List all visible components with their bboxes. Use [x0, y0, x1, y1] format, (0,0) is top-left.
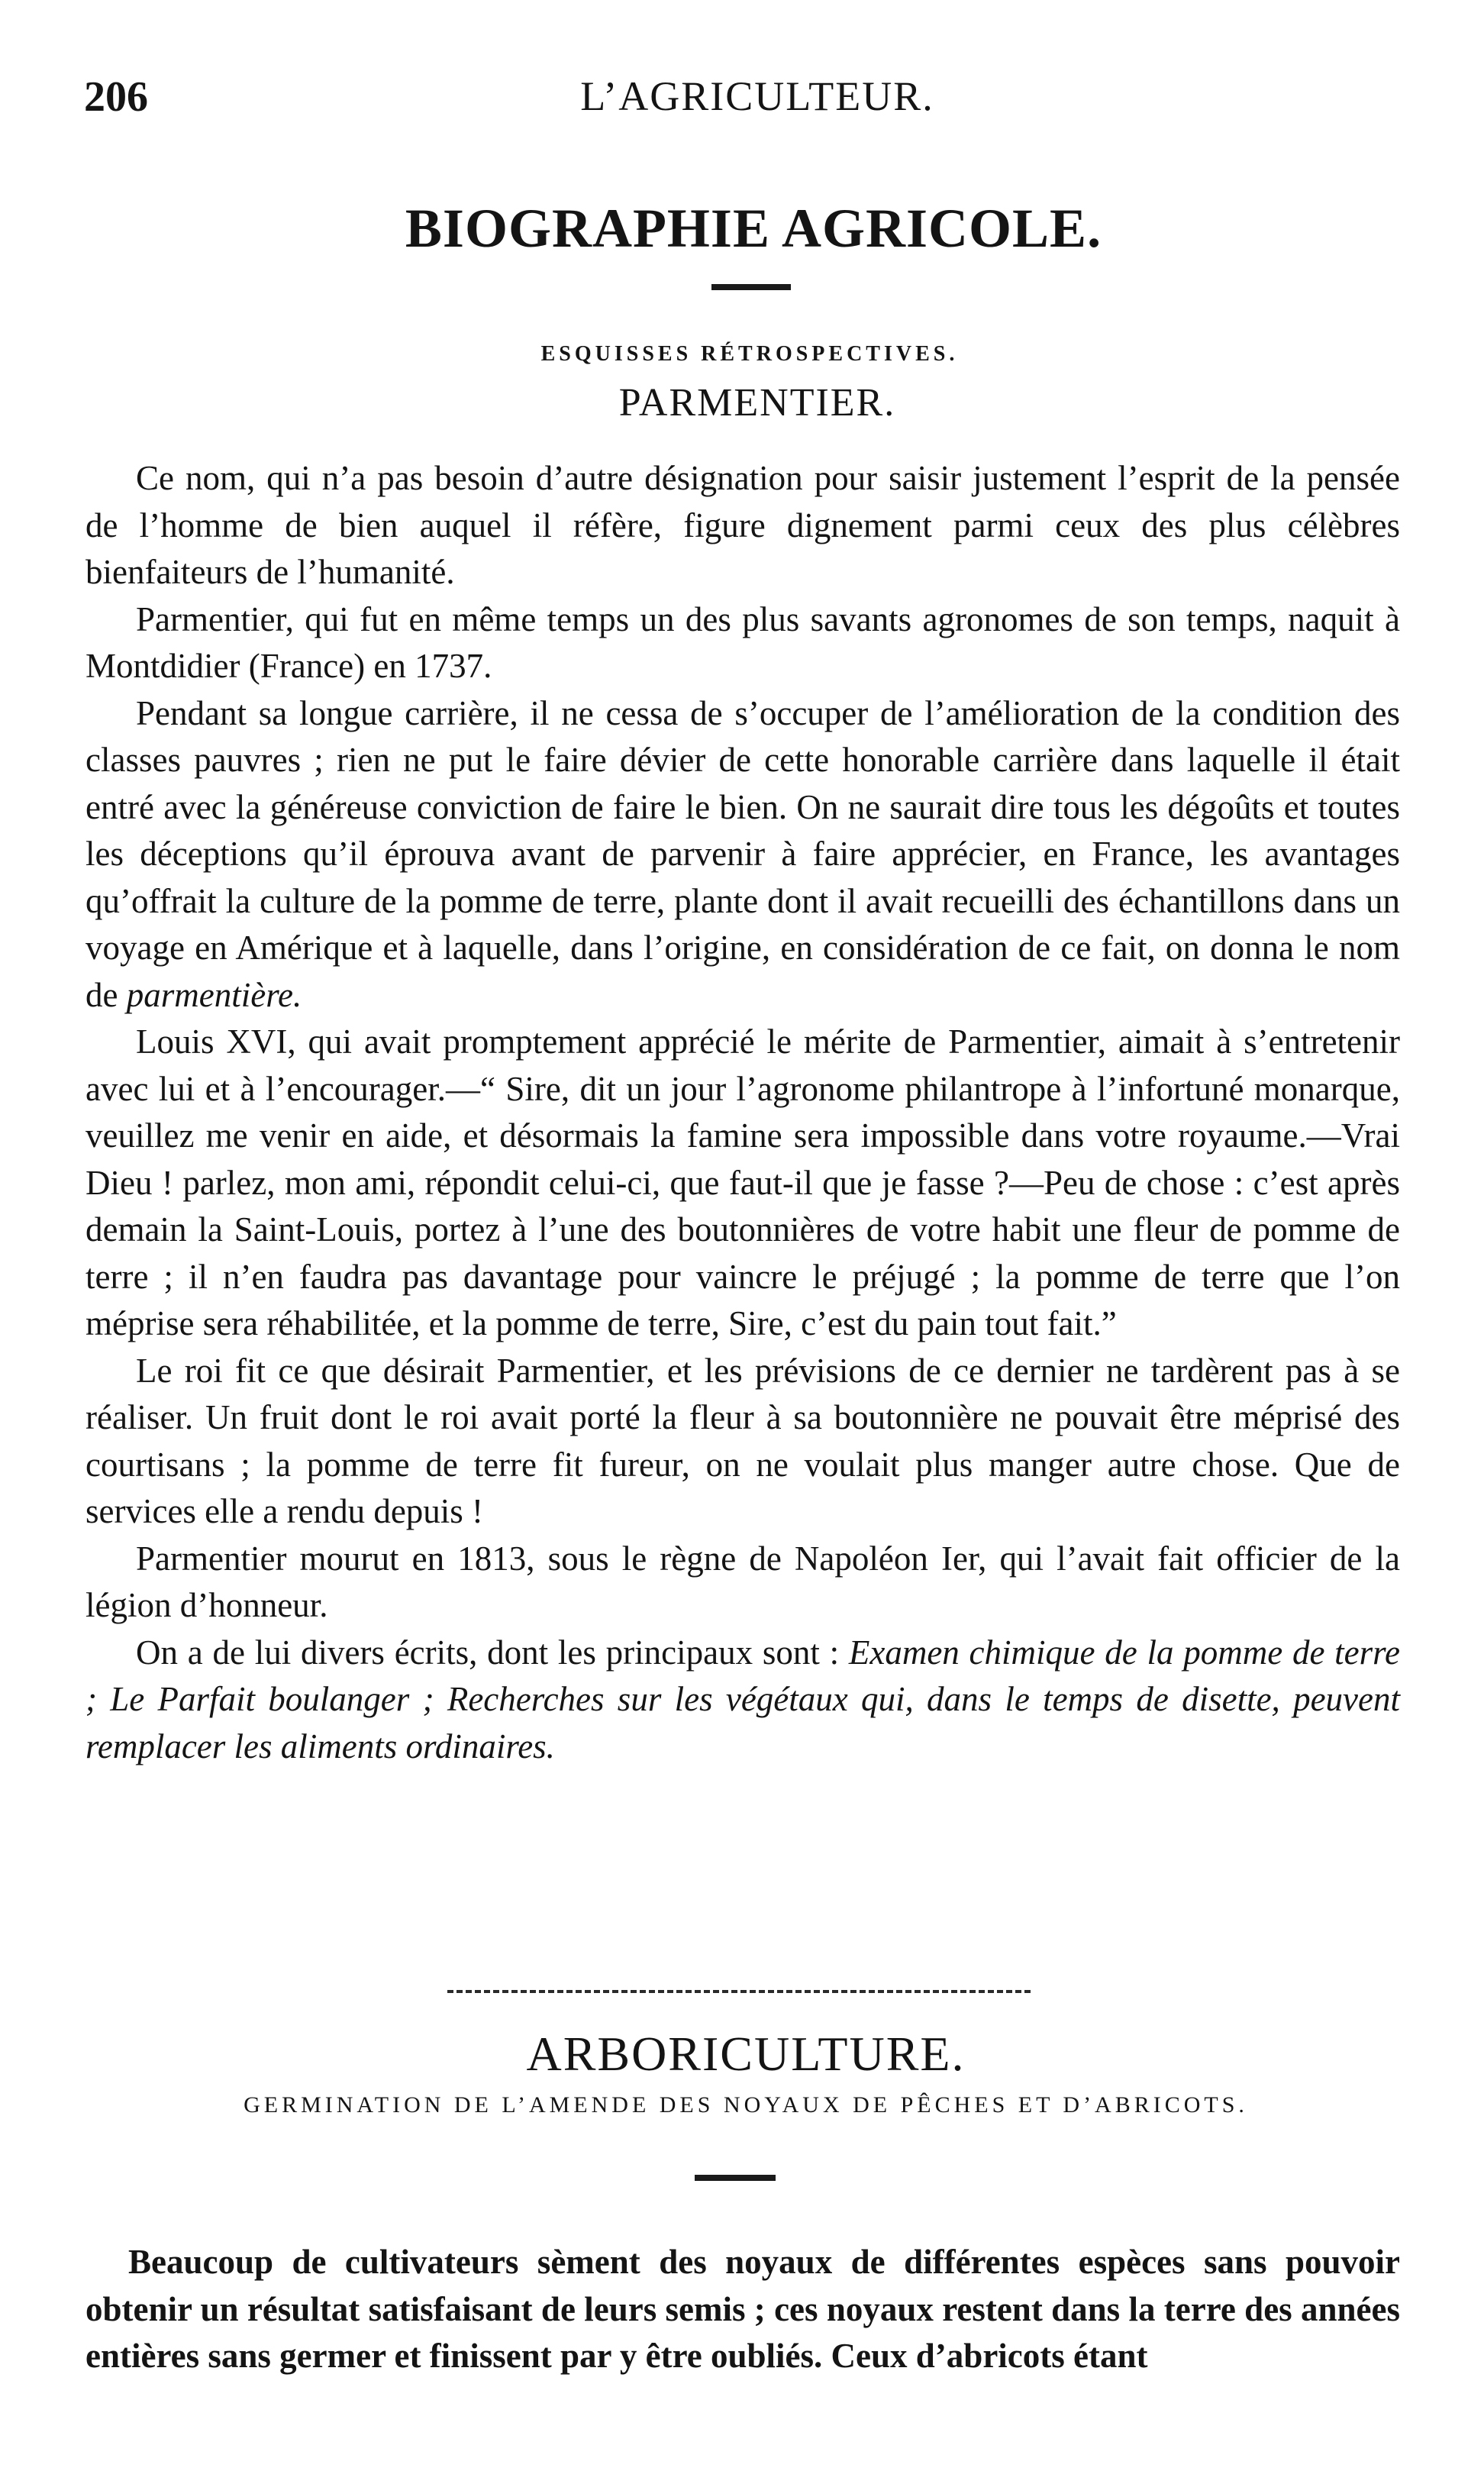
title-rule [695, 2175, 776, 2181]
section-subtitle-germination: GERMINATION DE L’AMENDE DES NOYAUX DE PÊCHES ET D’ABRICOTS. [244, 2092, 1248, 2118]
paragraph: Parmentier, qui fut en même temps un des plus savants agronomes de son temps, naquit à Montdidier (France) en 1737. [85, 599, 1400, 685]
running-title: L’AGRICULTEUR. [580, 73, 934, 119]
page-number: 206 [84, 73, 148, 121]
paragraph: Parmentier mourut en 1813, sous le règne de Napoléon Ier, qui l’avait fait officier de la légion d’honneur. [85, 1539, 1400, 1624]
section-title-biographie: BIOGRAPHIE AGRICOLE. [405, 198, 1102, 259]
paragraph [85, 1630, 1400, 1771]
article-heading-parmentier: PARMENTIER. [618, 381, 896, 425]
paragraph-text: Pendant sa longue carrière, il ne cessa de s’occuper de l’amélioration de la condition des classes pauvres ; rien ne put le faire dévier de cette honorable carrière dans laquelle il était entré avec la généreuse conviction de faire le bien. On ne saurait dire tous les dégoûts et toutes les déceptions qu’il éprouva avant de parvenir à faire apprécier, en France, les avantages qu’offrait la culture de la pomme de terre, plante dont il avait recueilli des échantillons dans un voyage en Amérique et à laquelle, dans l’origine, en considération de ce fait, on donna le nom de [85, 693, 1400, 1014]
paragraph: Ce nom, qui n’a pas besoin d’autre désignation pour saisir justement l’esprit de la pensée de l’homme de bien auquel il réfère, figure dignement parmi ceux des plus célèbres bienfaiteurs de l’humanité. [85, 459, 1400, 591]
title-rule [711, 284, 791, 290]
paragraph-text: On a de lui divers écrits, dont les principaux sont : [136, 1633, 849, 1672]
section-divider [447, 1990, 1031, 1993]
italic-works-list: Examen chimique de la pomme de terre ; Le Parfait boulanger ; Recherches sur les végétaux qui, dans le temps de disette, peuvent remplacer les aliments ordinaires. [85, 1633, 1400, 1765]
italic-term: parmentière. [126, 975, 302, 1014]
article-body-arboriculture [85, 2239, 1400, 2380]
paragraph: Beaucoup de cultivateurs sèment des noyaux de différentes espèces sans pouvoir obtenir un résultat satisfaisant de leurs semis ; ces noyaux restent dans la terre des années entières sans germer et finissent par y être oubliés. Ceux d’abricots étant [85, 2243, 1400, 2375]
article-body-parmentier [85, 455, 1400, 1770]
section-title-arboriculture: ARBORICULTURE. [526, 2027, 966, 2081]
paragraph: Louis XVI, qui avait promptement apprécié le mérite de Parmentier, aimait à s’entretenir avec lui et à l’encourager.—“ Sire, dit un jour l’agronome philantrope à l’infortuné monarque, veuillez me venir en aide, et désormais la famine sera impossible dans votre royaume.—Vrai Dieu ! parlez, mon ami, répondit celui-ci, que faut-il que je fasse ?—Peu de chose : c’est après demain la Saint-Louis, portez à l’une des boutonnières de votre habit une fleur de pomme de terre ; il n’en faudra pas davantage pour vaincre le préjugé ; la pomme de terre que l’on méprise sera réhabilitée, et la pomme de terre, Sire, c’est du pain tout fait.” [85, 1022, 1400, 1342]
paragraph [85, 690, 1400, 1019]
paragraph: Le roi fit ce que désirait Parmentier, et les prévisions de ce dernier ne tardèrent pas à se réaliser. Un fruit dont le roi avait porté la fleur à sa boutonnière ne pouvait être méprisé des courtisans ; la pomme de terre fit fureur, on ne voulait plus manger autre chose. Que de services elle a rendu depuis ! [85, 1351, 1400, 1530]
running-header [84, 73, 1400, 134]
section-subtitle-esquisses: ESQUISSES RÉTROSPECTIVES. [540, 342, 959, 366]
